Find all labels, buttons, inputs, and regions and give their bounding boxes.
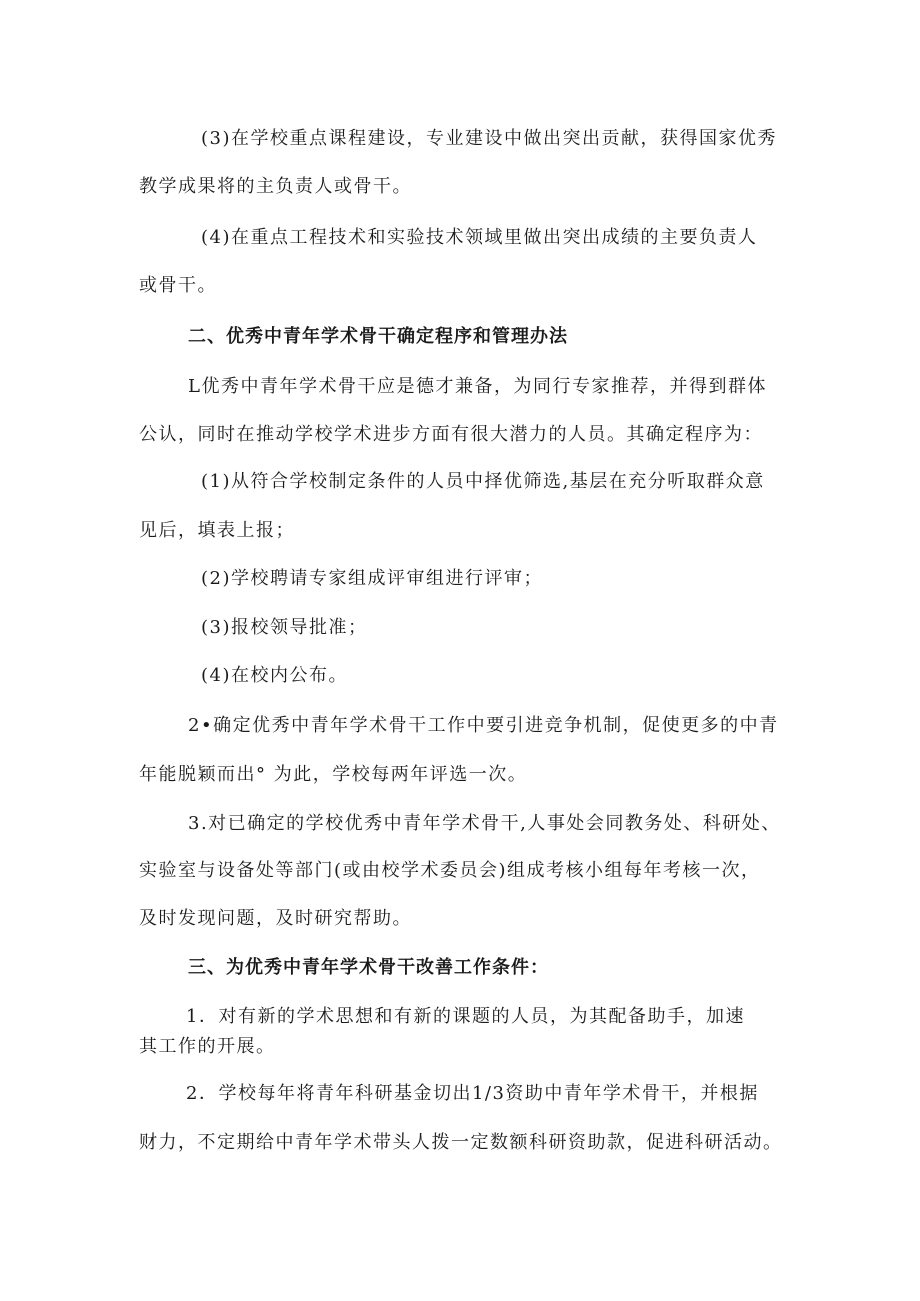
rule-1-intro-line-1: L优秀中青年学术骨干应是德才兼备，为同行专家推荐，并得到群体 [188, 376, 767, 397]
rule-3-assessment-line-2: 实验室与设备处等部门(或由校学术委员会)组成考核小组每年考核一次， [139, 860, 761, 881]
rule-1-intro-line-2: 公认，同时在推动学校学术进步方面有很大潜力的人员。其确定程序为： [139, 424, 763, 445]
item-3-achievement-line-1: (3)在学校重点课程建设，专业建设中做出突出贡献，获得国家优秀 [201, 128, 777, 149]
condition-2-funding-line-2: 财力，不定期给中青年学术带头人拨一定数额科研资助款，促进科研活动。 [139, 1132, 783, 1153]
item-3-achievement-line-2: 教学成果将的主负责人或骨干。 [139, 176, 412, 197]
item-4-engineering-line-2: 或骨干。 [139, 275, 217, 296]
procedure-4: (4)在校内公布。 [201, 665, 348, 686]
procedure-1-line-2: 见后，填表上报； [139, 520, 295, 541]
rule-2-competition-line-2: 年能脱颖而出° 为此，学校每两年评选一次。 [139, 764, 528, 785]
condition-1-assistant-line-2: 其工作的开展。 [139, 1036, 276, 1057]
condition-2-funding-line-1: 2．学校每年将青年科研基金切出1/3资助中青年学术骨干，并根据 [186, 1083, 759, 1104]
rule-3-assessment-line-3: 及时发现问题，及时研究帮助。 [139, 908, 412, 929]
procedure-2: (2)学校聘请专家组成评审组进行评审； [201, 568, 543, 589]
procedure-3: (3)报校领导批准； [201, 617, 368, 638]
rule-2-competition-line-1: 2•确定优秀中青年学术骨干工作中要引进竞争机制，促使更多的中青 [188, 715, 779, 736]
condition-1-assistant-line-1: 1．对有新的学术思想和有新的课题的人员，为其配备助手，加速 [186, 1006, 745, 1027]
procedure-1-line-1: (1)从符合学校制定条件的人员中择优筛选,基层在充分听取群众意 [201, 471, 765, 492]
rule-3-assessment-line-1: 3.对已确定的学校优秀中青年学术骨干,人事处会同教务处、科研处、 [188, 813, 781, 834]
item-4-engineering-line-1: (4)在重点工程技术和实验技术领域里做出突出成绩的主要负责人 [201, 227, 758, 248]
section-2-heading: 二、优秀中青年学术骨干确定程序和管理办法 [188, 326, 568, 347]
section-3-heading: 三、为优秀中青年学术骨干改善工作条件： [188, 957, 549, 978]
